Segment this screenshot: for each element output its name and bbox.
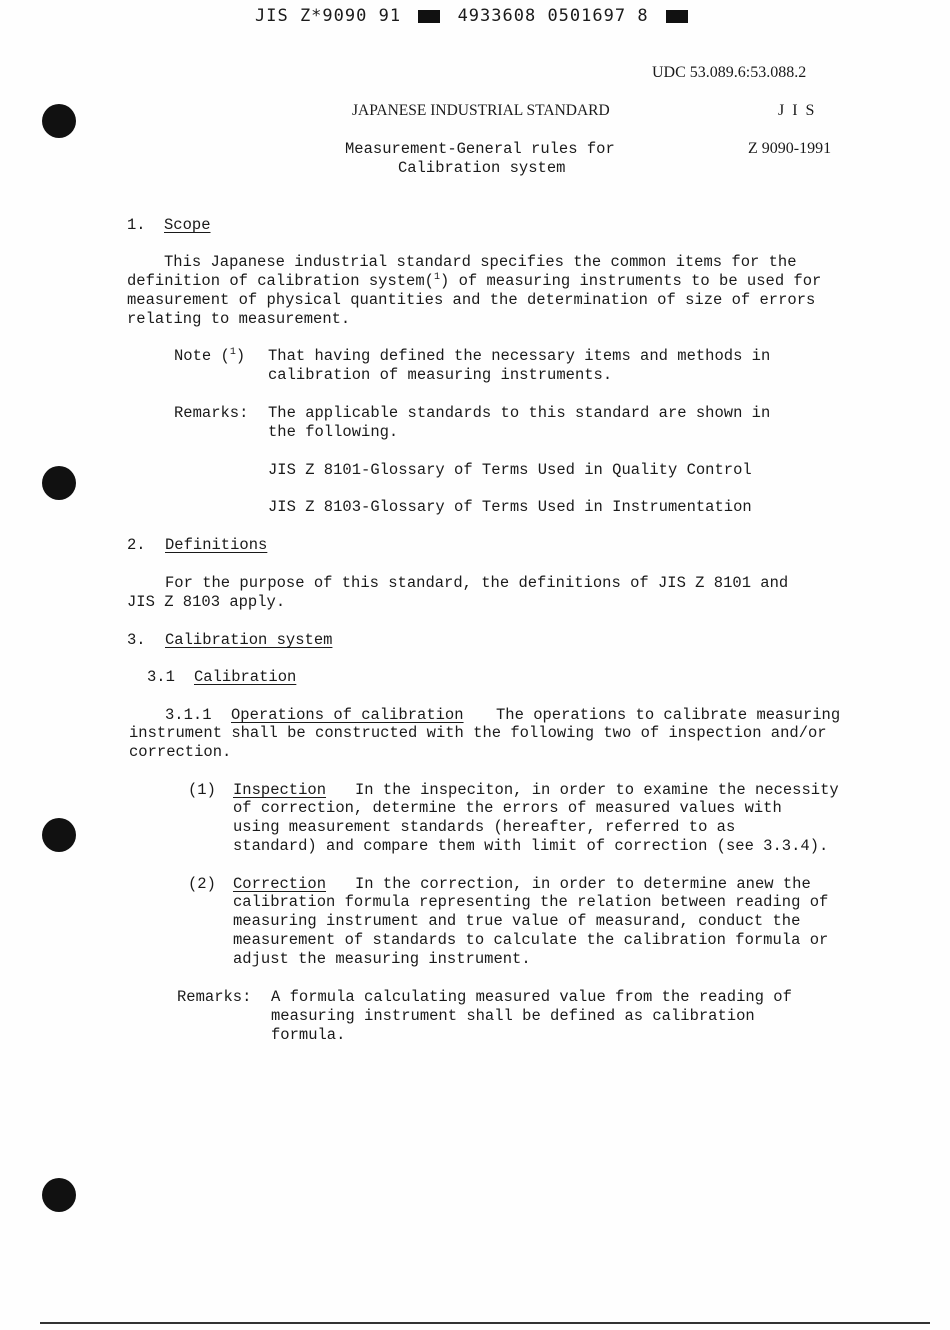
note-label-text: Note ( <box>174 347 230 365</box>
document-code <box>255 6 688 26</box>
list-item-number: (1) <box>188 781 216 799</box>
clause-line: instrument shall be constructed with the following two of inspection and/or <box>129 724 827 742</box>
list-item-number: (2) <box>188 875 216 893</box>
scope-line-text: definition of calibration system( <box>127 272 434 290</box>
standard-org: JAPANESE INDUSTRIAL STANDARD <box>352 102 610 119</box>
jis-label: J I S <box>778 102 817 119</box>
subsection-number: 3.1 <box>147 668 175 686</box>
list-item-line: using measurement standards (hereafter, referred to as <box>233 818 736 836</box>
punch-hole <box>42 1178 76 1212</box>
list-item-line: measurement of standards to calculate the calibration formula or <box>233 931 829 949</box>
page-bottom-edge <box>40 1322 930 1324</box>
page-subtitle: Calibration system <box>398 159 566 177</box>
definitions-line: JIS Z 8103 apply. <box>127 593 286 611</box>
punch-hole <box>42 466 76 500</box>
clause-line: The operations to calibrate measuring <box>496 706 841 724</box>
block-mark <box>418 10 440 23</box>
udc-code: UDC 53.089.6:53.088.2 <box>652 64 807 81</box>
remarks-label: Remarks: <box>177 988 252 1006</box>
footnote-ref: 1 <box>433 272 440 283</box>
clause-line: correction. <box>129 743 232 761</box>
definitions-line: For the purpose of this standard, the definitions of JIS Z 8101 and <box>165 574 789 592</box>
remarks-line: formula. <box>271 1026 346 1044</box>
footnote-ref: 1 <box>229 347 236 358</box>
note-label <box>174 347 245 365</box>
remarks-line: The applicable standards to this standard are shown in <box>268 404 771 422</box>
remarks-label: Remarks: <box>174 404 249 422</box>
document-code-part1: JIS Z*9090 91 <box>255 6 402 26</box>
list-item-line: In the correction, in order to determine anew the <box>355 875 811 893</box>
section-3-number: 3. <box>127 631 146 649</box>
scope-line: relating to measurement. <box>127 310 351 328</box>
document-code-part2: 4933608 0501697 8 <box>457 6 649 26</box>
reference-standard: JIS Z 8101-Glossary of Terms Used in Quality Control <box>268 461 752 479</box>
section-2-heading: Definitions <box>165 536 268 554</box>
list-item-line: of correction, determine the errors of measured values with <box>233 799 782 817</box>
block-mark <box>666 10 688 23</box>
clause-number: 3.1.1 <box>165 706 212 724</box>
section-2-number: 2. <box>127 536 146 554</box>
list-item-line: standard) and compare them with limit of correction (see 3.3.4). <box>233 837 829 855</box>
list-item-line: measuring instrument and true value of measurand, conduct the <box>233 912 801 930</box>
scope-line-text: ) of measuring instruments to be used for <box>439 272 822 290</box>
scope-line <box>127 272 821 290</box>
page-title: Measurement-General rules for <box>345 140 615 158</box>
list-item-line: calibration formula representing the relation between reading of <box>233 893 829 911</box>
section-1-heading: Scope <box>164 216 211 234</box>
list-item-heading: Correction <box>233 875 327 893</box>
remarks-line: A formula calculating measured value from the reading of <box>271 988 792 1006</box>
remarks-line: the following. <box>268 423 399 441</box>
section-1-number: 1. <box>127 216 146 234</box>
reference-standard: JIS Z 8103-Glossary of Terms Used in Instrumentation <box>268 498 752 516</box>
list-item-heading: Inspection <box>233 781 327 799</box>
punch-hole <box>42 104 76 138</box>
note-line: That having defined the necessary items and methods in <box>268 347 771 365</box>
scope-line: measurement of physical quantities and the determination of size of errors <box>127 291 816 309</box>
scope-line: This Japanese industrial standard specifies the common items for the <box>164 253 797 271</box>
subsection-heading: Calibration <box>194 668 297 686</box>
note-line: calibration of measuring instruments. <box>268 366 613 384</box>
list-item-line: adjust the measuring instrument. <box>233 950 531 968</box>
punch-hole <box>42 818 76 852</box>
clause-heading: Operations of calibration <box>231 706 464 724</box>
list-item-line: In the inspeciton, in order to examine the necessity <box>355 781 839 799</box>
section-3-heading: Calibration system <box>165 631 333 649</box>
note-label-text: ) <box>235 347 246 365</box>
remarks-line: measuring instrument shall be defined as calibration <box>271 1007 755 1025</box>
standard-number: Z 9090-1991 <box>748 140 832 157</box>
